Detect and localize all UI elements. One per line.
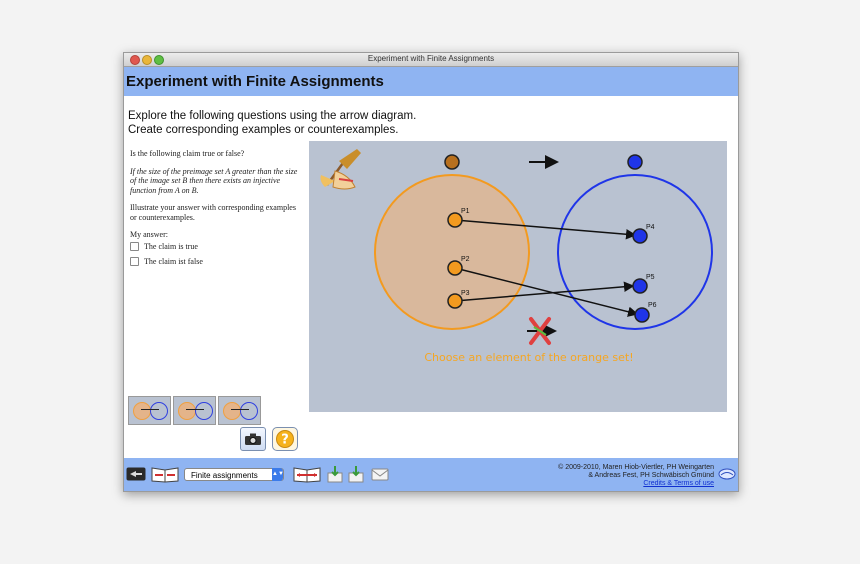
chevron-updown-icon: ▲▼ xyxy=(272,468,283,481)
download-alt-button[interactable] xyxy=(347,465,365,483)
window-title: Experiment with Finite Assignments xyxy=(367,54,495,63)
mail-button[interactable] xyxy=(371,465,389,483)
answer-label: My answer: xyxy=(130,230,168,239)
logo xyxy=(718,465,736,483)
image-set-b[interactable] xyxy=(558,175,712,329)
page-title: Experiment with Finite Assignments xyxy=(126,73,384,90)
assignment-select-value: Finite assignments xyxy=(191,471,258,480)
svg-text:?: ? xyxy=(281,432,289,448)
copyright-line-1: © 2009-2010, Maren Hiob-Viertler, PH Weingarten xyxy=(558,464,714,471)
blue-element-palette[interactable] xyxy=(628,155,642,169)
diagram-canvas xyxy=(309,141,727,412)
assignment-select[interactable] xyxy=(184,468,284,481)
p4-label: P4 xyxy=(646,224,655,231)
orange-element-palette[interactable] xyxy=(445,155,459,169)
mail-icon xyxy=(371,466,389,482)
book-arrows-button[interactable] xyxy=(292,465,322,483)
delete-arrow-icon[interactable] xyxy=(527,319,555,343)
book-arrows-icon xyxy=(292,465,322,483)
p1-label: P1 xyxy=(461,208,470,215)
option-false-label: The claim ist false xyxy=(144,257,203,266)
logo-icon xyxy=(718,468,736,480)
app-window xyxy=(123,52,739,492)
help-icon xyxy=(275,429,295,449)
broom-icon[interactable] xyxy=(321,149,362,189)
arrow-diagram[interactable] xyxy=(309,141,727,412)
saved-diagram-thumbnail[interactable] xyxy=(128,396,171,425)
p2-label: P2 xyxy=(461,256,470,263)
app-header xyxy=(124,67,738,96)
saved-diagrams xyxy=(128,396,263,425)
back-button[interactable] xyxy=(126,465,146,483)
p5-label: P5 xyxy=(646,274,655,281)
download-button[interactable] xyxy=(326,465,344,483)
saved-diagram-thumbnail[interactable] xyxy=(173,396,216,425)
download-icon xyxy=(326,465,344,483)
checkbox-false[interactable] xyxy=(130,257,139,266)
point-p6[interactable] xyxy=(635,302,657,322)
download-icon xyxy=(347,465,365,483)
question-panel xyxy=(130,149,300,273)
point-p5[interactable] xyxy=(633,274,655,293)
question-prompt: Is the following claim true or false? xyxy=(130,149,245,158)
copyright xyxy=(558,464,714,488)
back-icon xyxy=(126,467,146,481)
window-titlebar xyxy=(124,53,738,67)
diagram-prompt: Choose an element of the orange set! xyxy=(424,351,634,364)
open-book-button[interactable] xyxy=(150,465,180,483)
option-true[interactable] xyxy=(130,242,300,252)
instructions xyxy=(128,109,416,137)
instructions-line-1: Explore the following questions using the arrow diagram. xyxy=(128,110,417,122)
book-icon xyxy=(150,465,180,483)
camera-icon xyxy=(244,432,262,446)
credits-link[interactable]: Credits & Terms of use xyxy=(643,480,714,487)
checkbox-true[interactable] xyxy=(130,242,139,251)
illustrate-text: Illustrate your answer with corresponding examples or counterexamples. xyxy=(130,203,296,222)
point-p4[interactable] xyxy=(633,224,655,243)
help-button[interactable] xyxy=(272,427,298,451)
option-true-label: The claim is true xyxy=(144,241,198,251)
claim-text: If the size of the preimage set A greater than the size of the image set B then there exists an injective function from A on B. xyxy=(130,166,298,195)
p6-label: P6 xyxy=(648,302,657,309)
saved-diagram-thumbnail[interactable] xyxy=(218,396,261,425)
instructions-line-2: Create corresponding examples or counterexamples. xyxy=(128,124,399,136)
p3-label: P3 xyxy=(461,290,470,297)
option-false[interactable] xyxy=(130,257,300,267)
snapshot-button[interactable] xyxy=(240,427,266,451)
copyright-line-2: & Andreas Fest, PH Schwäbisch Gmünd xyxy=(588,472,714,479)
footer-toolbar xyxy=(124,458,738,491)
